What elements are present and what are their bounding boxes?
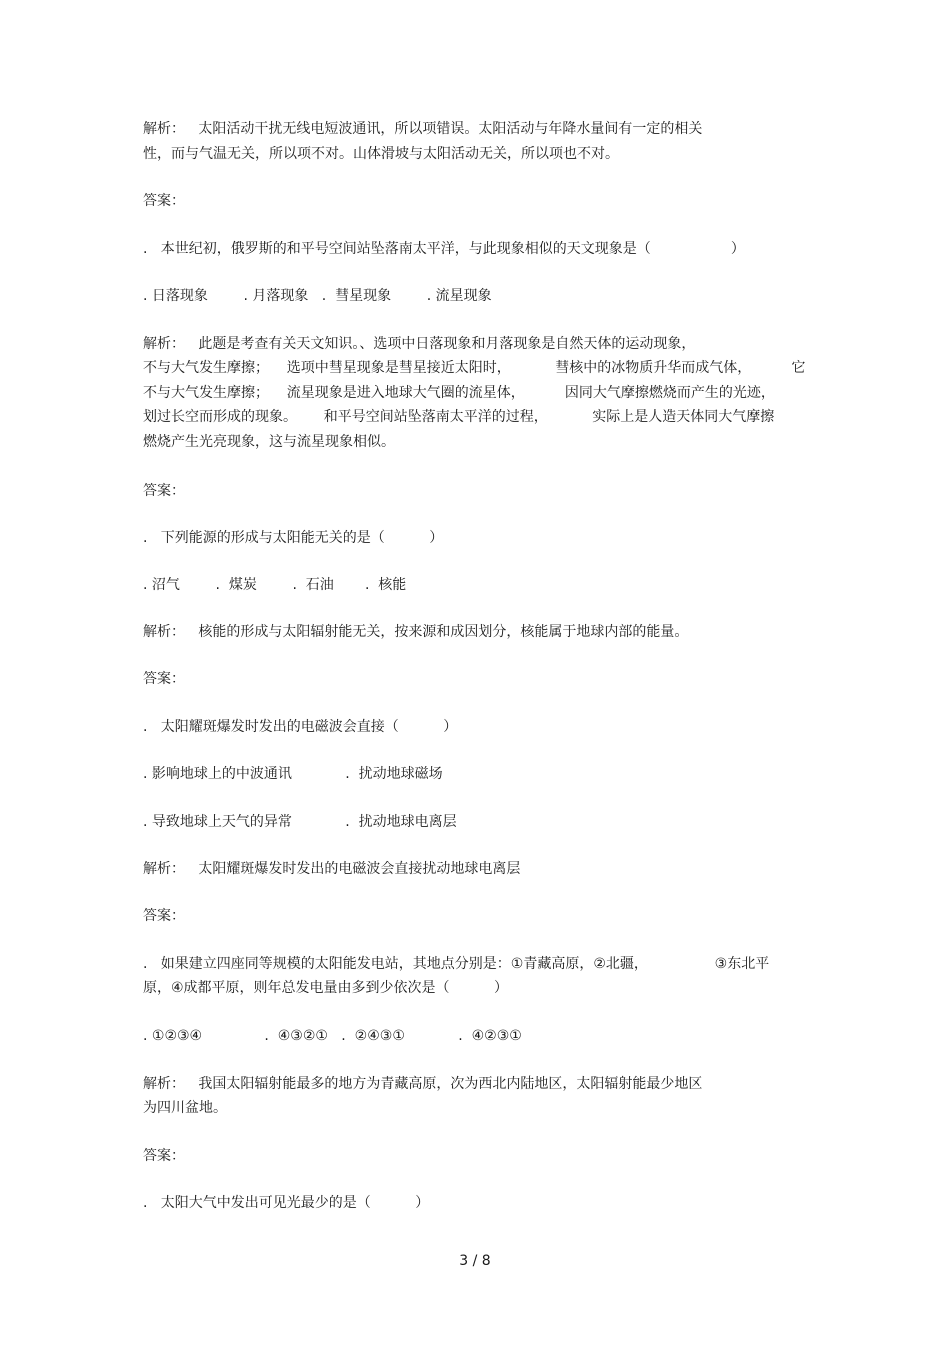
- options-line: . 日落现象 . 月落现象 . 彗星现象 . 流星现象: [143, 288, 492, 304]
- question-text: . 如果建立四座同等规模的太阳能发电站，其地点分别是：①青藏高原，②北疆， ③东北平: [143, 956, 770, 972]
- analysis-line: 为四川盆地。: [143, 1100, 227, 1116]
- analysis-line: 划过长空而形成的现象。 和平号空间站坠落南太平洋的过程， 实际上是人造天体同大气摩擦: [143, 409, 775, 425]
- analysis-line: 性，而与气温无关，所以项不对。山体滑坡与太阳活动无关，所以项也不对。: [143, 146, 619, 162]
- analysis-line: 解析： 我国太阳辐射能最多的地方为青藏高原，次为西北内陆地区，太阳辐射能最少地区: [143, 1076, 703, 1092]
- analysis-line: 解析： 太阳活动干扰无线电短波通讯，所以项错误。太阳活动与年降水量间有一定的相关: [143, 121, 703, 137]
- analysis-line: 不与大气发生摩擦； 流星现象是进入地球大气圈的流星体， 因同大气摩擦燃烧而产生的光迹，: [143, 385, 775, 401]
- analysis-line: 燃烧产生光亮现象，这与流星现象相似。: [143, 434, 395, 450]
- answer-label: 答案：: [143, 1148, 185, 1164]
- options-line: . 沼气 . 煤炭 . 石油 . 核能: [143, 577, 407, 593]
- options-line: . 导致地球上天气的异常 . 扰动地球电离层: [143, 814, 457, 830]
- analysis-line: 解析： 核能的形成与太阳辐射能无关，按来源和成因划分，核能属于地球内部的能量。: [143, 624, 689, 640]
- analysis-line: 解析： 此题是考查有关天文知识。、选项中日落现象和月落现象是自然天体的运动现象，: [143, 336, 696, 352]
- answer-label: 答案：: [143, 908, 185, 924]
- question-text: . 太阳耀斑爆发时发出的电磁波会直接（ ）: [143, 719, 458, 735]
- options-line: . 影响地球上的中波通讯 . 扰动地球磁场: [143, 766, 443, 782]
- answer-label: 答案：: [143, 483, 185, 499]
- question-text: . 本世纪初，俄罗斯的和平号空间站坠落南太平洋，与此现象相似的天文现象是（ ）: [143, 241, 745, 257]
- answer-label: 答案：: [143, 671, 185, 687]
- question-text: . 太阳大气中发出可见光最少的是（ ）: [143, 1195, 430, 1211]
- question-text: 原，④成都平原，则年总发电量由多到少依次是（ ）: [143, 980, 509, 996]
- analysis-line: 解析： 太阳耀斑爆发时发出的电磁波会直接扰动地球电离层: [143, 861, 521, 877]
- analysis-line: 不与大气发生摩擦； 选项中彗星现象是彗星接近太阳时， 彗核中的冰物质升华而成气体， 它: [143, 360, 806, 376]
- question-text: . 下列能源的形成与太阳能无关的是（ ）: [143, 530, 444, 546]
- answer-label: 答案：: [143, 193, 185, 209]
- options-line: . ①②③④ . ④③②① . ②④③① . ④②③①: [143, 1028, 522, 1044]
- page-number: 3 / 8: [459, 1253, 491, 1269]
